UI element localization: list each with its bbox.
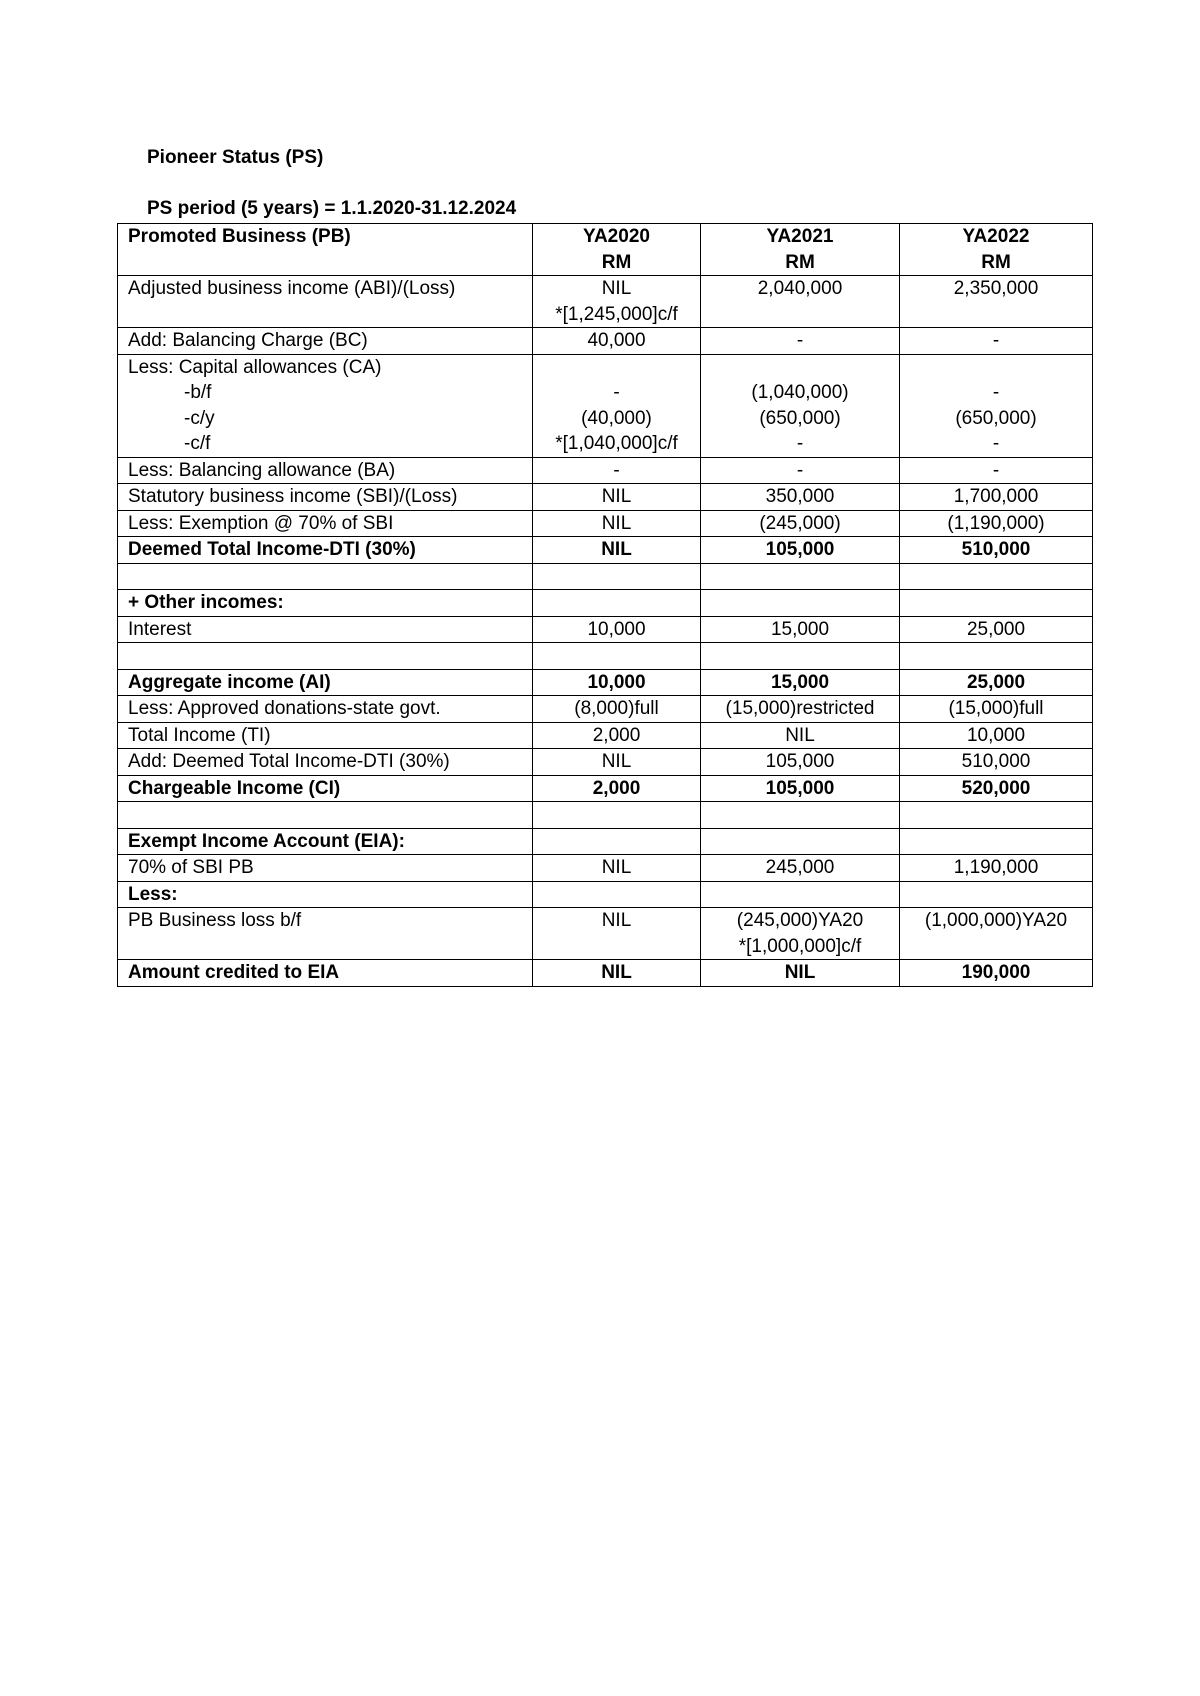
value-cell-ya2022: [900, 881, 1093, 908]
value-line: [902, 829, 1090, 855]
row-label: [118, 881, 533, 908]
value-cell-ya2021: [701, 749, 900, 776]
value-line: *[1,000,000]c/f: [738, 935, 862, 957]
table-row: [118, 881, 1093, 908]
row-label: [118, 484, 533, 511]
row-label-line: -b/f: [184, 382, 212, 403]
value-line: 25,000: [966, 671, 1026, 693]
value-cell-ya2021: [701, 563, 900, 590]
value-line: 1,700,000: [953, 486, 1039, 507]
row-label-line: Adjusted business income (ABI)/(Loss): [128, 278, 456, 299]
value-line: [535, 882, 698, 908]
value-cell-ya2020: [533, 669, 701, 696]
table-body: [118, 276, 1093, 987]
value-cell-ya2021: [701, 960, 900, 987]
value-line: NIL: [785, 724, 815, 746]
value-cell-ya2021: [701, 802, 900, 829]
row-label-line: Interest: [128, 618, 192, 640]
value-line: NIL: [601, 278, 632, 299]
row-label: [118, 855, 533, 882]
document-title: Pioneer Status (PS): [147, 147, 324, 168]
row-label: [118, 960, 533, 987]
value-line: 10,000: [587, 671, 646, 693]
row-label: [118, 669, 533, 696]
value-line: NIL: [601, 910, 632, 931]
table-row: [118, 669, 1093, 696]
value-line: 2,000: [592, 724, 641, 746]
value-cell-ya2021: [701, 881, 900, 908]
value-line: [703, 564, 897, 590]
row-label: [118, 457, 533, 484]
value-line: [703, 802, 897, 828]
value-line: 1,190,000: [953, 857, 1039, 878]
row-label: [118, 616, 533, 643]
value-line: -: [796, 459, 804, 481]
value-line: (15,000)restricted: [725, 698, 875, 719]
value-cell-ya2021: [701, 276, 900, 328]
row-label: [118, 354, 533, 457]
value-cell-ya2020: [533, 908, 701, 960]
row-label: [118, 328, 533, 355]
header-year: YA2021: [766, 226, 834, 247]
row-label-line: Aggregate income (AI): [128, 671, 331, 693]
value-cell-ya2022: [900, 696, 1093, 723]
value-line: [902, 882, 1090, 908]
value-cell-ya2020: [533, 722, 701, 749]
value-cell-ya2022: [900, 563, 1093, 590]
value-cell-ya2020: [533, 828, 701, 855]
value-line: [535, 564, 698, 590]
value-cell-ya2020: [533, 802, 701, 829]
value-line: 2,000: [592, 777, 641, 799]
header-col-ya2022: [900, 224, 1093, 276]
value-line: 15,000: [770, 618, 830, 640]
row-label: [118, 590, 533, 617]
value-cell-ya2021: [701, 510, 900, 537]
row-label: [118, 563, 533, 590]
row-label-line: Add: Balancing Charge (BC): [128, 330, 368, 351]
value-cell-ya2022: [900, 775, 1093, 802]
value-cell-ya2022: [900, 828, 1093, 855]
value-line: NIL: [784, 962, 816, 983]
header-col-ya2021: [701, 224, 900, 276]
value-cell-ya2021: [701, 828, 900, 855]
value-line: (650,000): [955, 407, 1037, 429]
value-line: [703, 882, 897, 908]
value-cell-ya2020: [533, 457, 701, 484]
value-cell-ya2021: [701, 328, 900, 355]
value-cell-ya2021: [701, 696, 900, 723]
table-row: [118, 696, 1093, 723]
row-label-line: Less:: [128, 883, 178, 905]
value-line: NIL: [601, 486, 632, 507]
value-line: [703, 643, 897, 669]
header-unit: RM: [981, 251, 1011, 273]
value-cell-ya2022: [900, 855, 1093, 882]
value-cell-ya2022: [900, 643, 1093, 670]
row-label: [118, 510, 533, 537]
value-cell-ya2021: [701, 855, 900, 882]
table-row: [118, 908, 1093, 960]
row-label-line: Less: Approved donations-state govt.: [128, 698, 441, 719]
value-cell-ya2022: [900, 908, 1093, 960]
value-line: *[1,245,000]c/f: [555, 303, 678, 325]
pioneer-status-table: [117, 223, 1093, 987]
value-line: -: [992, 382, 1000, 403]
row-label: [118, 537, 533, 564]
value-cell-ya2020: [533, 749, 701, 776]
header-col-ya2020: [533, 224, 701, 276]
value-cell-ya2022: [900, 616, 1093, 643]
table-header-row: [118, 224, 1093, 276]
table-row: [118, 749, 1093, 776]
value-line: NIL: [601, 962, 632, 983]
value-line: -: [613, 459, 620, 481]
value-line: (650,000): [759, 407, 841, 429]
header-unit: RM: [601, 251, 632, 273]
row-label-line: [128, 643, 522, 669]
value-line: (15,000)full: [948, 698, 1044, 719]
value-line: 10,000: [587, 618, 646, 640]
row-label: [118, 908, 533, 960]
value-cell-ya2022: [900, 276, 1093, 328]
row-label-line: -c/y: [184, 407, 215, 429]
value-line: -: [992, 459, 1000, 481]
row-label: [118, 696, 533, 723]
row-label-line: Add: Deemed Total Income-DTI (30%): [128, 751, 450, 772]
row-label-line: Less: Capital allowances (CA): [128, 356, 382, 378]
value-line: 350,000: [765, 486, 835, 507]
value-cell-ya2021: [701, 643, 900, 670]
value-cell-ya2022: [900, 457, 1093, 484]
value-line: 245,000: [765, 857, 835, 878]
value-cell-ya2020: [533, 484, 701, 511]
value-cell-ya2020: [533, 881, 701, 908]
row-label-line: + Other incomes:: [128, 592, 284, 613]
ps-period: PS period (5 years) = 1.1.2020-31.12.2024: [147, 198, 517, 219]
value-cell-ya2021: [701, 722, 900, 749]
value-line: (1,000,000)YA20: [924, 910, 1068, 931]
value-cell-ya2020: [533, 643, 701, 670]
table-row: [118, 328, 1093, 355]
value-cell-ya2022: [900, 354, 1093, 457]
spacer-row: [118, 563, 1093, 590]
row-label: [118, 722, 533, 749]
row-label-line: PB Business loss b/f: [128, 910, 302, 931]
value-line: -: [992, 433, 1000, 454]
value-line: 190,000: [961, 962, 1031, 983]
value-line: -: [796, 330, 804, 351]
value-cell-ya2022: [900, 960, 1093, 987]
value-line: [902, 643, 1090, 669]
value-line: 105,000: [765, 777, 835, 799]
value-cell-ya2020: [533, 960, 701, 987]
table-row: [118, 457, 1093, 484]
table-row: [118, 855, 1093, 882]
value-line: (40,000): [581, 407, 652, 429]
value-line: -: [992, 330, 1000, 351]
table-row: [118, 775, 1093, 802]
table-row: [118, 510, 1093, 537]
value-cell-ya2020: [533, 855, 701, 882]
value-cell-ya2021: [701, 669, 900, 696]
table-row: [118, 484, 1093, 511]
row-label-line: -c/f: [184, 433, 211, 454]
value-line: [703, 829, 897, 855]
spacer-row: [118, 802, 1093, 829]
value-line: 25,000: [966, 618, 1026, 640]
value-line: 10,000: [966, 724, 1026, 746]
header-unit: RM: [785, 251, 815, 273]
value-cell-ya2020: [533, 328, 701, 355]
value-line: [703, 355, 897, 381]
row-label-line: Amount credited to EIA: [128, 962, 340, 983]
table-row: [118, 537, 1093, 564]
value-cell-ya2021: [701, 616, 900, 643]
value-cell-ya2022: [900, 590, 1093, 617]
value-cell-ya2020: [533, 354, 701, 457]
value-line: -: [613, 382, 620, 403]
table-row: [118, 828, 1093, 855]
table-row: [118, 276, 1093, 328]
value-line: [535, 590, 698, 616]
row-label-line: Exempt Income Account (EIA):: [128, 830, 405, 852]
value-cell-ya2022: [900, 802, 1093, 829]
value-line: 2,350,000: [953, 278, 1039, 299]
table-row: [118, 590, 1093, 617]
value-line: 105,000: [765, 751, 835, 772]
value-line: 15,000: [770, 671, 830, 693]
value-cell-ya2021: [701, 908, 900, 960]
row-label: [118, 828, 533, 855]
value-line: [535, 802, 698, 828]
value-line: 105,000: [765, 539, 835, 560]
row-label-line: Statutory business income (SBI)/(Loss): [128, 486, 458, 507]
table-row: [118, 960, 1093, 987]
value-line: NIL: [601, 751, 632, 772]
header-year: YA2020: [583, 226, 650, 247]
value-line: 510,000: [961, 539, 1031, 560]
row-label-line: 70% of SBI PB: [128, 857, 254, 878]
value-line: (1,040,000): [751, 382, 849, 403]
value-line: 40,000: [587, 330, 646, 351]
table-row: [118, 616, 1093, 643]
value-line: NIL: [601, 857, 632, 878]
value-line: 510,000: [961, 751, 1031, 772]
value-cell-ya2022: [900, 328, 1093, 355]
value-cell-ya2020: [533, 563, 701, 590]
value-cell-ya2021: [701, 484, 900, 511]
value-cell-ya2022: [900, 722, 1093, 749]
value-cell-ya2022: [900, 669, 1093, 696]
value-line: -: [796, 433, 804, 454]
row-label-line: Total Income (TI): [128, 724, 271, 746]
row-label-line: Chargeable Income (CI): [128, 777, 341, 799]
value-line: [703, 590, 897, 616]
value-cell-ya2020: [533, 616, 701, 643]
row-label-line: Less: Balancing allowance (BA): [128, 459, 396, 481]
value-line: [902, 355, 1090, 381]
row-label-line: Less: Exemption @ 70% of SBI: [128, 512, 394, 534]
value-line: NIL: [601, 512, 632, 534]
value-cell-ya2021: [701, 775, 900, 802]
value-line: (245,000)YA20: [736, 910, 864, 931]
value-cell-ya2020: [533, 537, 701, 564]
value-cell-ya2022: [900, 749, 1093, 776]
row-label-line: [128, 564, 522, 590]
value-cell-ya2021: [701, 590, 900, 617]
value-line: 520,000: [961, 777, 1031, 799]
table-row: [118, 722, 1093, 749]
row-label: [118, 749, 533, 776]
value-line: (8,000)full: [574, 698, 659, 719]
header-label: Promoted Business (PB): [118, 224, 533, 276]
row-label-line: Deemed Total Income-DTI (30%): [128, 539, 416, 560]
value-cell-ya2021: [701, 354, 900, 457]
value-line: [902, 590, 1090, 616]
spacer-row: [118, 643, 1093, 670]
value-cell-ya2022: [900, 510, 1093, 537]
header-year: YA2022: [962, 226, 1030, 247]
value-line: [902, 564, 1090, 590]
value-cell-ya2020: [533, 696, 701, 723]
row-label: [118, 775, 533, 802]
value-cell-ya2022: [900, 484, 1093, 511]
table-row: [118, 354, 1093, 457]
value-cell-ya2022: [900, 537, 1093, 564]
value-cell-ya2020: [533, 590, 701, 617]
value-line: 2,040,000: [757, 278, 843, 299]
value-cell-ya2020: [533, 775, 701, 802]
value-line: [535, 643, 698, 669]
value-line: [535, 829, 698, 855]
row-label: [118, 643, 533, 670]
value-cell-ya2020: [533, 276, 701, 328]
value-line: (1,190,000): [947, 512, 1045, 534]
value-line: [902, 802, 1090, 828]
row-label-line: [128, 802, 522, 828]
row-label: [118, 276, 533, 328]
value-line: (245,000): [759, 512, 841, 534]
value-cell-ya2021: [701, 457, 900, 484]
row-label: [118, 802, 533, 829]
value-cell-ya2021: [701, 537, 900, 564]
value-line: [535, 355, 698, 381]
value-line: NIL: [601, 539, 632, 560]
value-cell-ya2020: [533, 510, 701, 537]
value-line: *[1,040,000]c/f: [555, 433, 678, 454]
